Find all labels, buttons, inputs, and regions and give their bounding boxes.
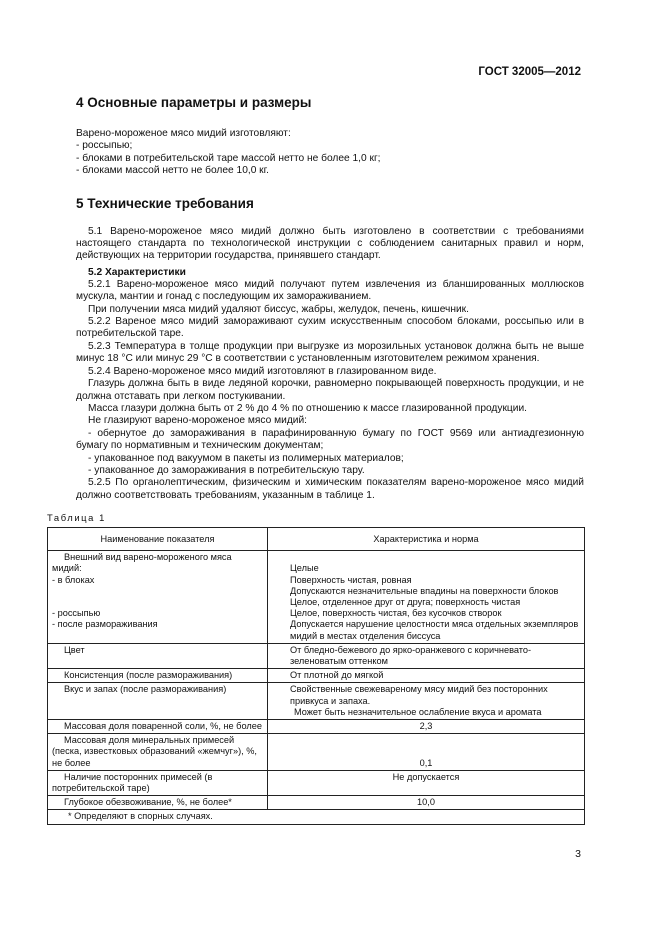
table-cell-name: Консистенция (после размораживания) [48,669,268,683]
characteristics-table [47,527,585,824]
paragraph-5-2-1: 5.2.1 Варено-мороженое мясо мидий получают путем извлечения из бланшированных моллюсков мускула, мантии и гонад с последующим их замораживанием. [76,278,584,303]
section-4-title: 4 Основные параметры и размеры [76,95,312,110]
table-cell-value: От плотной до мягкой [268,669,585,683]
cell-line: Поверхность чистая, ровная [290,574,412,585]
cell-line: Свойственные свежевареному мясу мидий без посторонних привкуса и запаха. [290,684,548,706]
paragraph-5-2-3: 5.2.3 Температура в толще продукции при выгрузке из морозильных установок должна быть не выше минус 18 °С или минус 29 °С в соответствии с установленным изготовителем режимом хранения. [76,340,584,365]
table-row [48,770,585,795]
table-footnote: * Определяют в спорных случаях. [48,810,585,824]
table-cell-name [48,551,268,644]
paragraph-5-2-4-d: Не глазируют варено-мороженое мясо мидий: [88,415,307,427]
table-cell-value: 2,3 [268,720,585,734]
page-number: 3 [575,848,581,860]
cell-line [52,597,263,608]
paragraph-5-2-4-c: Масса глазури должна быть от 2 % до 4 % по отношению к массе глазированной продукции. [88,402,527,414]
paragraph-5-2-4-b: Глазурь должна быть в виде ледяной корочки, равномерно покрывающей поверхность продукции, и не должна отставать при легком постукивании. [76,378,584,402]
section-4-intro: Варено-мороженое мясо мидий изготовляют: [76,128,291,139]
table-row [48,551,585,644]
table-row [48,683,585,720]
table-caption: Таблица 1 [47,512,106,524]
table-row [48,643,585,668]
list-item: - обернутое до замораживания в парафинированную бумагу по ГОСТ 9569 или антиадгезионную бумагу по нормативным и техническим документам; [76,427,584,452]
table-cell-value: Не допускается [268,770,585,795]
table-cell-value: 0,1 [268,734,585,771]
section-5-title: 5 Технические требования [76,195,254,211]
cell-line: Допускаются незначительные впадины на поверхности блоков [290,585,559,596]
table-cell-value: От бледно-бежевого до ярко-оранжевого с коричневато-зеленоватым оттенком [268,643,585,668]
table-header-cell: Характеристика и норма [268,528,585,551]
table-header-row [48,528,585,551]
table-footnote-row [48,810,585,824]
table-cell-value: 10,0 [268,796,585,810]
list-item: - россыпью; [76,140,133,152]
list-item: - упакованное до замораживания в потребительскую тару. [88,464,365,476]
paragraph-5-2-1-b: При получении мяса мидий удаляют биссус, жабры, желудок, печень, кишечник. [88,303,469,315]
list-item: - упакованное под вакуумом в пакеты из полимерных материалов; [88,452,404,464]
list-item: - блоками массой нетто не более 10,0 кг. [76,165,269,177]
cell-line [290,552,580,563]
table-header-cell: Наименование показателя [48,528,268,551]
cell-line: Допускается нарушение целостности мяса отдельных экземпляров мидий в местах отделения биссуса [290,619,579,641]
cell-line: Целое, поверхность чистая, без кусочков створок [290,608,502,619]
cell-line: Целое, отделенное друг от друга; поверхность чистая [290,596,521,607]
cell-line: - после размораживания [52,619,158,630]
paragraph-5-2-2: 5.2.2 Вареное мясо мидий замораживают сухим искусственным способом блоками, россыпью или в потребительской таре. [76,316,584,340]
cell-line: Внешний вид варено-мороженого мяса мидий: [52,552,232,574]
table-cell-name: Массовая доля поваренной соли, %, не более [48,720,268,734]
table-cell-value [268,551,585,644]
table-row [48,669,585,683]
document-code: ГОСТ 32005—2012 [478,66,581,78]
subsection-5-2-title: 5.2 Характеристики [88,266,186,278]
cell-line: Целые [290,563,319,574]
table-row [48,796,585,810]
table-cell-name: Наличие посторонних примесей (в потребительской таре) [48,770,268,795]
table-cell-name: Цвет [48,643,268,668]
table-row [48,720,585,734]
cell-line: Может быть незначительное ослабление вкуса и аромата [294,706,542,717]
cell-line: - россыпью [52,608,101,619]
table-cell-name: Вкус и запах (после размораживания) [48,683,268,720]
list-item: - блоками в потребительской таре массой нетто не более 1,0 кг; [76,152,381,164]
paragraph-5-1: 5.1 Варено-мороженое мясо мидий должно быть изготовлено в соответствии с требованиями настоящего стандарта по технологической инструкции с соблюдением санитарных правил и норм, действующих на территории государства, принявшего стандарт. [76,225,584,262]
cell-line [52,586,263,597]
page-content [47,92,584,825]
table-cell-name: Массовая доля минеральных примесей (песка, известковых образований «жемчуг»), %, не более [48,734,268,771]
table-row [48,734,585,771]
paragraph-5-2-5: 5.2.5 По органолептическим, физическим и химическим показателям варено-мороженое мясо мидий должно соответствовать требованиям, указанным в таблице 1. [76,477,584,501]
cell-line: - в блоках [52,574,95,585]
paragraph-5-2-4: 5.2.4 Варено-мороженое мясо мидий изготовляют в глазированном виде. [88,365,437,377]
table-cell-value [268,683,585,720]
table-cell-name: Глубокое обезвоживание, %, не более* [48,796,268,810]
